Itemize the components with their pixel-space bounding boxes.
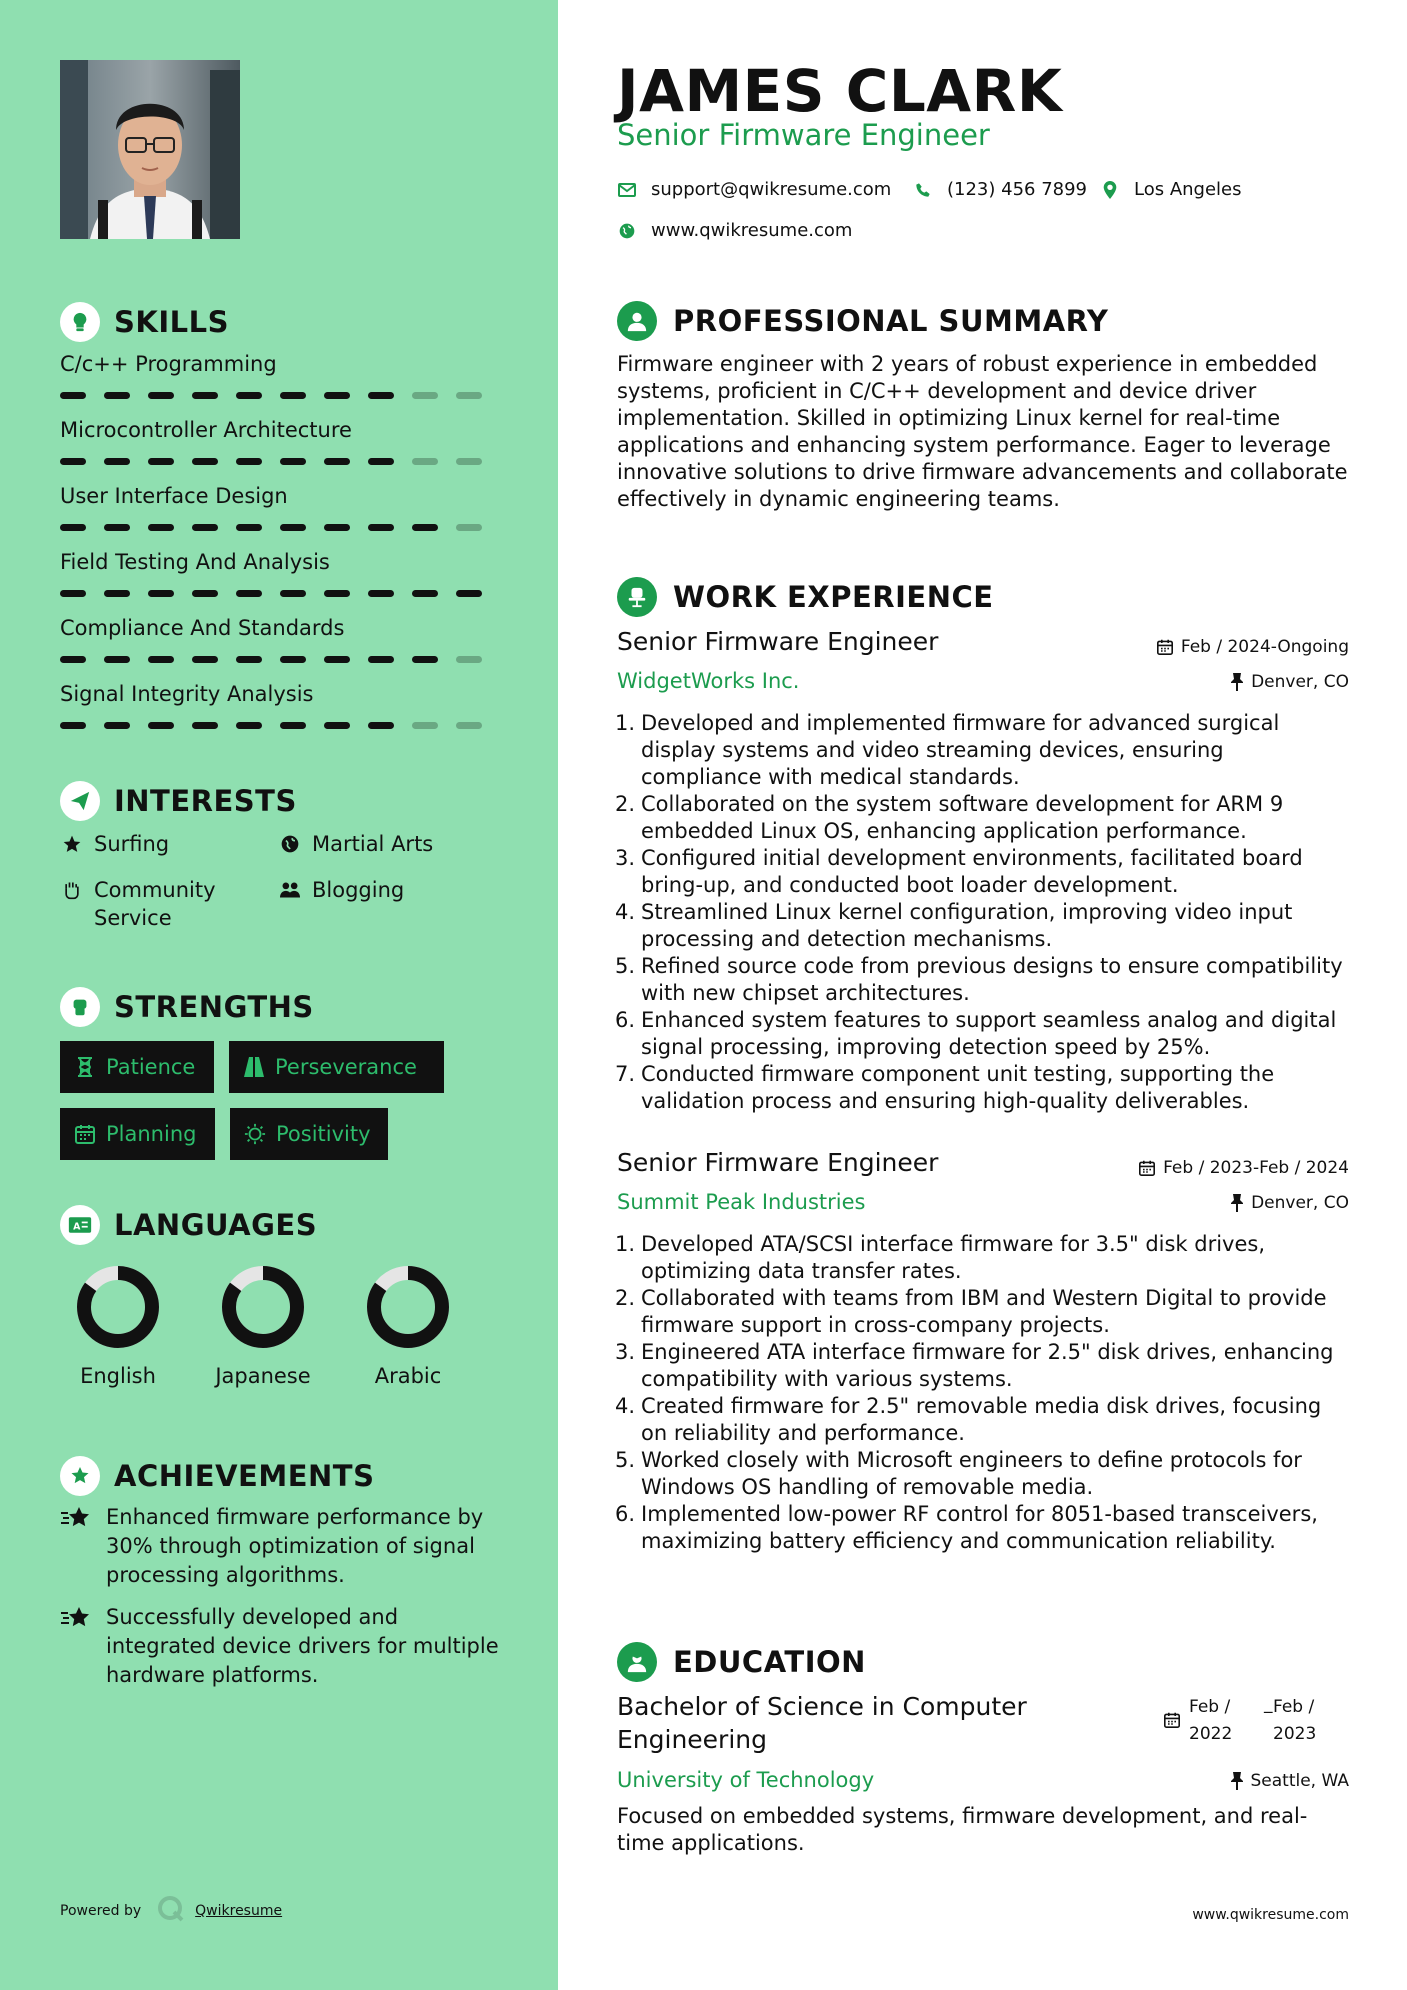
language-label: Arabic [374,1364,442,1388]
job-bullet [613,1007,1348,1061]
bullet-number: 6. [614,1502,635,1526]
job-bullet [613,845,1348,899]
skill-segment [280,458,306,465]
skill-segment [280,590,306,597]
globe-icon [617,221,637,241]
skill-segment [104,392,130,399]
skills-heading [60,302,229,342]
job-bullets [613,1231,1348,1555]
road-icon [243,1056,265,1078]
strengths-title: STRENGTHS [114,990,314,1024]
skill-segment [456,590,482,597]
skill-segment [368,458,394,465]
paper-plane-icon [60,781,100,821]
job-location-text: Denver, CO [1251,1193,1349,1213]
skill-segment [368,656,394,663]
skill-segment [104,590,130,597]
contact-website[interactable] [617,220,852,241]
skill-segment [412,590,438,597]
skill-segment [280,656,306,663]
bullet-text: Created firmware for 2.5" removable media disk drives, focusing on reliability and performance. [641,1394,1322,1445]
job-title: Senior Firmware Engineer [617,1148,939,1177]
skill-level-bar [60,722,500,729]
languages-heading [60,1205,317,1245]
skill-item [60,416,500,482]
interest-label: Community Service [94,878,216,930]
skill-segment [60,458,86,465]
degree-title: Bachelor of Science in Computer Engineering [617,1692,1027,1754]
skill-segment [324,656,350,663]
skill-segment [324,392,350,399]
skill-segment [412,524,438,531]
skill-segment [236,392,262,399]
lightbulb-icon [60,302,100,342]
skill-segment [280,392,306,399]
hand-icon [60,876,84,904]
skill-segment [60,722,86,729]
skill-segment [148,590,174,597]
language-label: English [80,1364,156,1388]
strength-badge [60,1041,214,1093]
award-icon [60,1456,100,1496]
skill-segment [192,590,218,597]
interest-item [278,876,462,904]
skill-segment [60,524,86,531]
skill-segment [148,656,174,663]
bullet-number: 5. [614,1448,635,1472]
bullet-number: 2. [614,792,635,816]
achievement-text: Successfully developed and integrated device drivers for multiple hardware platforms. [106,1605,499,1687]
phone-text: (123) 456 7899 [947,179,1088,200]
bullet-text: Configured initial development environments, facilitated board bring-up, and conducted boot loader development. [641,846,1303,897]
bullet-text: Conducted firmware component unit testing, supporting the validation process and ensuring high-quality deliverables. [641,1062,1275,1113]
skill-segment [236,590,262,597]
school-name: University of Technology [617,1768,875,1792]
strength-label: Perseverance [275,1055,417,1079]
achievement-item [60,1503,500,1590]
skill-segment [236,458,262,465]
contact-phone[interactable] [913,179,1087,200]
skill-item [60,350,500,416]
skill-segment [280,524,306,531]
skill-segment [192,722,218,729]
job-dates [1139,1158,1349,1178]
skill-segment [456,722,482,729]
language-level-donut [363,1262,453,1352]
bullet-number: 7. [614,1062,635,1086]
job-location-text: Denver, CO [1251,672,1349,692]
envelope-icon [617,180,637,200]
education-start: Feb / 2022 [1189,1697,1233,1744]
skill-segment [60,656,86,663]
skill-segment [368,524,394,531]
sun-icon [244,1123,266,1145]
location-text: Los Angeles [1134,179,1242,200]
footer-url[interactable]: www.qwikresume.com [1192,1907,1349,1923]
bullet-text: Implemented low-power RF control for 8051-based transceivers, maximizing battery efficiency and communication reliability. [641,1502,1318,1553]
experience-heading [617,577,994,617]
bullet-number: 1. [614,711,635,735]
experience-title: WORK EXPERIENCE [673,580,994,614]
skill-segment [236,656,262,663]
skill-segment [368,590,394,597]
skill-level-bar [60,458,500,465]
achievements-title: ACHIEVEMENTS [114,1459,375,1493]
summary-text: Firmware engineer with 2 years of robust experience in embedded systems, proficient in C/C++ development and device driver implementation. Skilled in optimizing Linux kernel for real-time applications and enhancing system performance. Eager to leverage innovative solutions to drive firmware advancements and collaborate effectively in dynamic engineering teams. [617,352,1348,511]
calendar-icon [1139,1160,1155,1176]
education-description: Focused on embedded systems, firmware development, and real-time applications. [617,1804,1308,1855]
bullet-text: Collaborated with teams from IBM and Western Digital to provide firmware support in cross-company projects. [641,1286,1327,1337]
summary-heading [617,301,1108,341]
skill-segment [60,590,86,597]
skills-title: SKILLS [114,305,229,339]
skill-label: User Interface Design [60,484,288,508]
calendar-icon [1164,1712,1180,1732]
job-bullet [613,791,1348,845]
bullet-number: 1. [614,1232,635,1256]
language-icon [60,1205,100,1245]
skill-segment [412,656,438,663]
language-level-donut [218,1262,308,1352]
user-icon [617,301,657,341]
skill-segment [192,524,218,531]
skill-segment [236,524,262,531]
job-bullets [613,710,1348,1115]
bullet-text: Streamlined Linux kernel configuration, improving video input processing and detection mechanisms. [641,900,1293,951]
strengths-heading [60,987,314,1027]
language-level-donut [73,1262,163,1352]
bullet-number: 3. [614,846,635,870]
education-location-text: Seattle, WA [1250,1771,1349,1791]
interests-heading [60,781,297,821]
skill-item [60,680,500,746]
contact-location [1100,179,1242,200]
skill-segment [192,458,218,465]
bullet-number: 5. [614,954,635,978]
powered-by-label: Powered by [60,1903,142,1919]
website-text: www.qwikresume.com [651,220,853,241]
profile-photo [60,60,240,239]
job-bullet [613,1231,1348,1285]
bullet-number: 4. [614,900,635,924]
qwikresume-link[interactable]: Qwikresume [195,1903,283,1919]
job-title: Senior Firmware Engineer [617,627,939,656]
strength-badge [230,1108,388,1160]
skill-segment [324,458,350,465]
skill-segment [412,722,438,729]
bullet-number: 4. [614,1394,635,1418]
job-company: WidgetWorks Inc. [617,669,800,693]
calendar-icon [1157,639,1173,655]
skill-segment [324,524,350,531]
skill-level-bar [60,656,500,663]
skill-segment [456,524,482,531]
job-company: Summit Peak Industries [617,1190,866,1214]
education-title: EDUCATION [673,1645,866,1679]
bullet-text: Developed and implemented firmware for advanced surgical display systems and video streaming devices, ensuring compliance with medical standards. [641,711,1280,789]
achievement-text: Enhanced firmware performance by 30% through optimization of signal processing algorithms. [106,1505,484,1587]
map-pin-icon [1100,180,1120,200]
powered-by [60,1895,282,1927]
hourglass-icon [74,1056,96,1078]
job-bullet [613,899,1348,953]
skill-level-bar [60,590,500,597]
qwikresume-logo-icon [157,1895,185,1927]
interest-item [278,830,462,858]
skill-segment [148,722,174,729]
skill-label: Signal Integrity Analysis [60,682,314,706]
language-item [328,1262,488,1388]
job-location [1231,672,1349,692]
pushpin-icon [1231,1194,1243,1212]
calendar-icon [74,1123,96,1145]
skill-segment [104,656,130,663]
shooting-star-icon [60,1603,94,1690]
skill-segment [104,722,130,729]
skill-item [60,548,500,614]
skill-segment [192,656,218,663]
skill-segment [456,656,482,663]
job-dates-text: Feb / 2023-Feb / 2024 [1163,1158,1349,1178]
bullet-text: Enhanced system features to support seamless analog and digital signal processing, improving detection speed by 25%. [641,1008,1337,1059]
star-icon [60,830,84,858]
skill-segment [148,458,174,465]
interest-label: Blogging [312,878,405,902]
bullet-text: Developed ATA/SCSI interface firmware for 3.5" disk drives, optimizing data transfer rates. [641,1232,1266,1283]
skill-level-bar [60,524,500,531]
skill-item [60,614,500,680]
language-item [183,1262,343,1388]
skill-segment [148,524,174,531]
shooting-star-icon [60,1503,94,1590]
skill-segment [104,458,130,465]
strength-label: Planning [106,1122,197,1146]
job-location [1231,1193,1349,1213]
skill-segment [60,392,86,399]
svg-text:A: A [73,1221,81,1233]
education-location [1231,1771,1350,1791]
job-bullet [613,710,1348,791]
skill-segment [456,458,482,465]
skill-segment [280,722,306,729]
job-dates-text: Feb / 2024-Ongoing [1180,637,1349,657]
bullet-text: Worked closely with Microsoft engineers to define protocols for Windows OS handling of removable media. [641,1448,1302,1499]
achievements-heading [60,1456,374,1496]
skill-segment [236,722,262,729]
education-heading [617,1642,866,1682]
bullet-number: 6. [614,1008,635,1032]
skill-segment [412,458,438,465]
job-bullet [613,1061,1348,1115]
skill-label: Microcontroller Architecture [60,418,352,442]
skill-segment [104,524,130,531]
job-bullet [613,1447,1348,1501]
contact-email[interactable] [617,179,891,200]
job-bullet [613,953,1348,1007]
skill-segment [368,722,394,729]
users-icon [278,876,302,904]
skill-segment [324,722,350,729]
email-text: support@qwikresume.com [651,179,892,200]
strength-badge [229,1041,444,1093]
skill-label: Compliance And Standards [60,616,345,640]
interest-label: Surfing [94,832,170,856]
date-separator: _ [1264,1694,1273,1714]
bullet-text: Engineered ATA interface firmware for 2.5" disk drives, enhancing compatibility with various systems. [641,1340,1334,1391]
bullet-number: 3. [614,1340,635,1364]
interests-title: INTERESTS [114,784,297,818]
skill-segment [456,392,482,399]
bullet-text: Refined source code from previous designs to ensure compatibility with new chipset architectures. [641,954,1343,1005]
bullet-number: 2. [614,1286,635,1310]
phone-icon [913,180,933,200]
skill-label: Field Testing And Analysis [60,550,330,574]
skill-segment [412,392,438,399]
interest-label: Martial Arts [312,832,434,856]
candidate-role: Senior Firmware Engineer [617,118,990,152]
job-dates [1157,637,1349,657]
achievement-item [60,1603,500,1690]
language-label: Japanese [215,1364,311,1388]
graduate-icon [617,1642,657,1682]
globe-icon [278,830,302,858]
strength-badge [60,1108,215,1160]
job-bullet [613,1339,1348,1393]
pushpin-icon [1231,673,1243,691]
interest-item [60,830,244,858]
pushpin-icon [1231,1772,1243,1790]
languages-title: LANGUAGES [114,1208,318,1242]
skill-segment [148,392,174,399]
interest-item [60,876,244,932]
skill-segment [368,392,394,399]
skill-segment [192,392,218,399]
briefcase-chair-icon [617,577,657,617]
education-end: Feb / 2023 [1273,1697,1317,1744]
skill-label: C/c++ Programming [60,352,277,376]
skills-list [60,350,500,746]
job-bullet [613,1393,1348,1447]
language-item [38,1262,198,1388]
skill-item [60,482,500,548]
strength-label: Patience [106,1055,196,1079]
skill-level-bar [60,392,500,399]
fist-icon [60,987,100,1027]
job-bullet [613,1285,1348,1339]
candidate-name: JAMES CLARK [617,57,1063,125]
bullet-text: Collaborated on the system software development for ARM 9 embedded Linux OS, enhancing application performance. [641,792,1284,843]
job-bullet [613,1501,1348,1555]
summary-title: PROFESSIONAL SUMMARY [673,304,1109,338]
skill-segment [324,590,350,597]
sidebar [0,0,558,1990]
strength-label: Positivity [276,1122,371,1146]
